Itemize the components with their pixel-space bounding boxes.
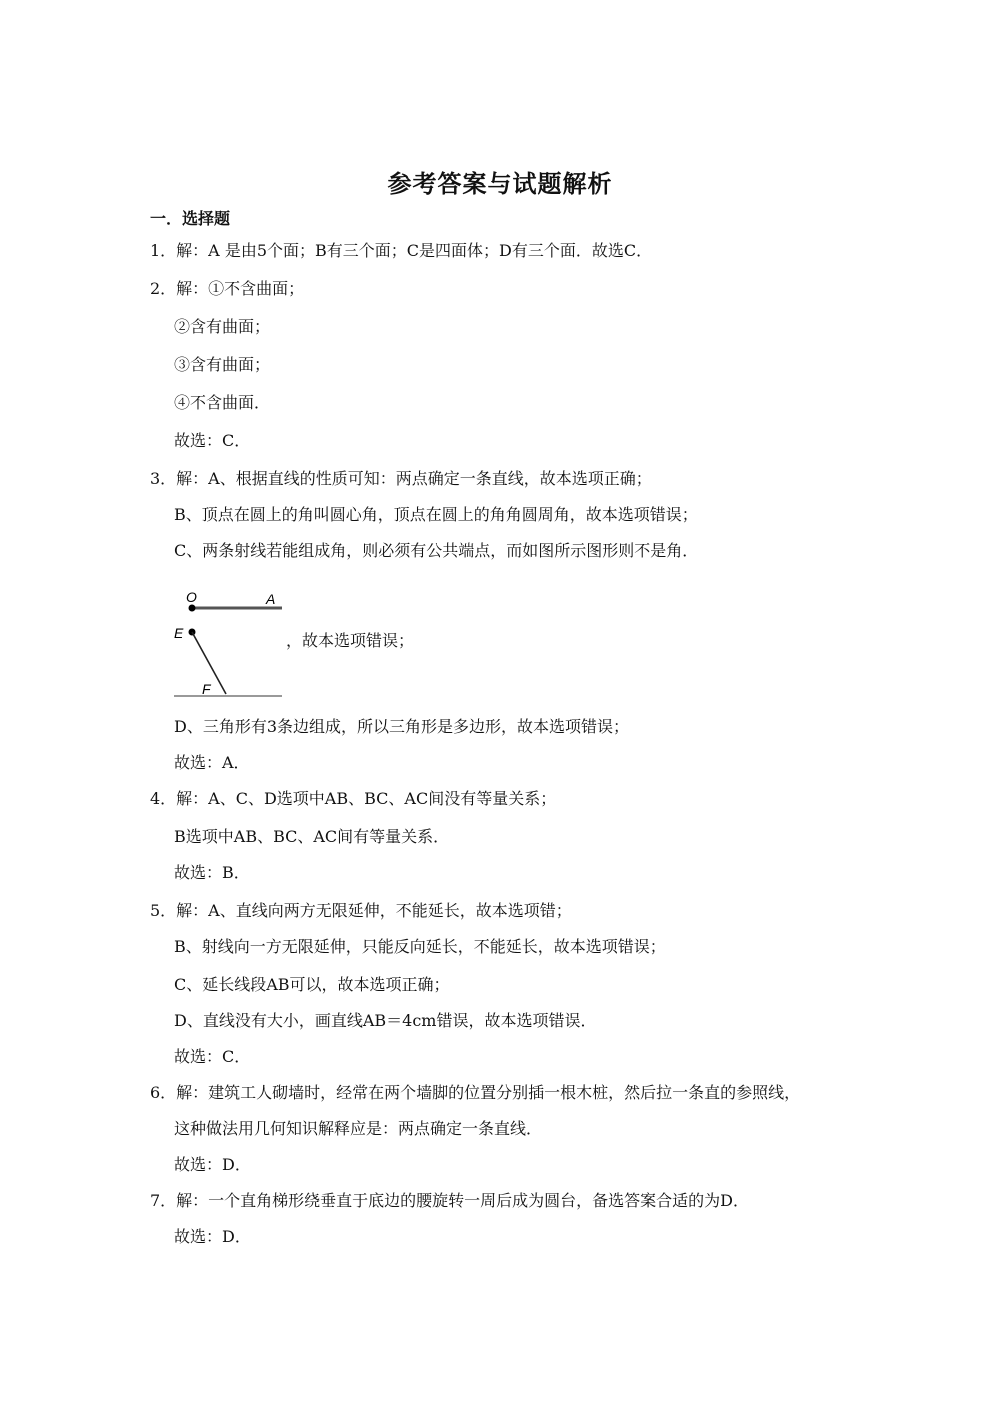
figure-label: E [174, 625, 184, 641]
figure-label: A [266, 591, 276, 607]
answer-line: 7．解：一个直角梯形绕垂直于底边的腰旋转一周后成为圆台，备选答案合适的为D． [150, 1191, 750, 1210]
answer-line: 故选：C． [174, 1047, 251, 1066]
answer-line: ③含有曲面； [174, 355, 271, 374]
answer-line: 5．解：A、直线向两方无限延伸，不能延长，故本选项错； [150, 901, 572, 920]
answer-line: 故选：D． [174, 1155, 251, 1174]
answer-line: 1．解：A 是由5个面；B有三个面；C是四面体；D有三个面．故选C． [150, 241, 653, 260]
answer-line: 故选：B． [174, 863, 250, 882]
answer-line: D、直线没有大小，画直线AB＝4cm错误，故本选项错误． [174, 1011, 597, 1030]
answer-line: 故选：A． [174, 753, 250, 772]
answer-line: C、两条射线若能组成角，则必须有公共端点，而如图所示图形则不是角． [174, 541, 699, 560]
answer-line: B、射线向一方无限延伸，只能反向延长，不能延长，故本选项错误； [174, 937, 666, 956]
figure-caption: ，故本选项错误； [286, 631, 415, 650]
answer-line: 3．解：A、根据直线的性质可知：两点确定一条直线，故本选项正确； [150, 469, 652, 488]
figure-label: O [186, 589, 197, 605]
answer-line: B选项中AB、BC、AC间有等量关系． [174, 827, 450, 846]
answer-line: 4．解：A、C、D选项中AB、BC、AC间没有等量关系； [150, 789, 557, 808]
answer-line: 这种做法用几何知识解释应是：两点确定一条直线． [174, 1119, 543, 1138]
answer-line: 2．解：①不含曲面； [150, 279, 305, 298]
answer-line: B、顶点在圆上的角叫圆心角，顶点在圆上的角角圆周角，故本选项错误； [174, 505, 698, 524]
page-title: 参考答案与试题解析 [387, 169, 613, 198]
answer-line: ②含有曲面； [174, 317, 271, 336]
ray-figure [172, 586, 284, 698]
answer-line: 故选：D． [174, 1227, 251, 1246]
section-heading: 一．选择题 [150, 209, 231, 228]
answer-line: 6．解：建筑工人砌墙时，经常在两个墙脚的位置分别插一根木桩，然后拉一条直的参照线， [150, 1083, 801, 1102]
answer-line: D、三角形有3条边组成，所以三角形是多边形，故本选项错误； [174, 717, 630, 736]
figure-label: F [202, 681, 211, 697]
answer-line: 故选：C． [174, 431, 251, 450]
answer-line: ④不含曲面． [174, 393, 271, 412]
answer-line: C、延长线段AB可以，故本选项正确； [174, 975, 450, 994]
